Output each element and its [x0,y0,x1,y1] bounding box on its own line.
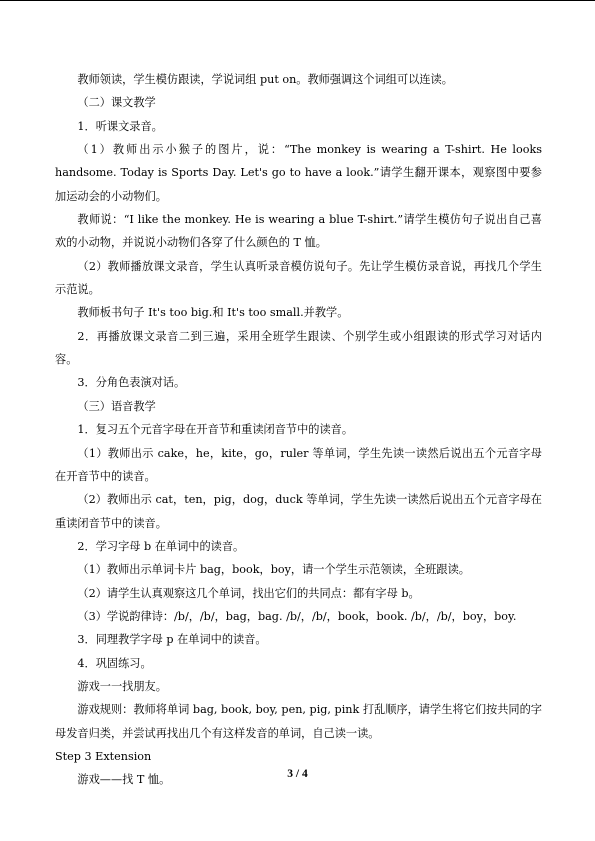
paragraph: 教师领读，学生模仿跟读，学说词组 put on。教师强调这个词组可以连读。 [77,73,453,86]
paragraph: 1．复习五个元音字母在开音节和重读闭音节中的读音。 [77,423,354,437]
paragraph: 3．同理教学字母 p 在单词中的读音。 [77,633,267,647]
document-body [55,68,542,792]
paragraph: （1）教师出示 cake，he，kite，go，ruler 等单词，学生先读一读然后说出五个元音字母在开音节中的读音。 [55,446,542,483]
step-heading: Step 3 Extension [55,749,152,763]
paragraph: （1）教师出示单词卡片 bag，book，boy，请一个学生示范领读，全班跟读。 [77,563,470,577]
paragraph: 3．分角色表演对话。 [77,376,186,390]
paragraph: （2）请学生认真观察这几个单词，找出它们的共同点：都有字母 b。 [77,586,420,600]
section-heading: （二）课文教学 [77,96,156,110]
paragraph: （2）教师播放课文录音，学生认真听录音模仿说句子。先让学生模仿录音说，再找几个学生示范说。 [55,259,542,297]
section-heading: （三）语音教学 [77,399,156,413]
paragraph: 1．听课文录音。 [77,119,163,133]
paragraph: 教师说：“I like the monkey. He is wearing a blue T-shirt.”请学生模仿句子说出自己喜欢的小动物，并说说小动物们各穿了什么颜色的 T 恤。 [55,213,542,250]
paragraph: （1）教师出示小猴子的图片，说：“The monkey is wearing a T-shirt. He looks handsome. Today is Sports Day. Let's go to have a look.”请学生翻开课本，观察图中要参加运动会的小动物们。 [55,143,542,203]
header-rule [0,0,595,1]
paragraph: 4．巩固练习。 [77,656,152,670]
paragraph: 游戏一一找朋友。 [77,679,167,693]
page-number: 3 / 4 [287,768,308,780]
paragraph: 2．再播放课文录音二到三遍，采用全班学生跟读、个别学生或小组跟读的形式学习对话内容。 [55,329,542,367]
paragraph: 游戏规则：教师将单词 bag, book, boy, pen, pig, pink 打乱顺序，请学生将它们按共同的字母发音归类，并尝试再找出几个有这样发音的单词，自己读一读。 [55,703,542,740]
paragraph: 游戏——找 T 恤。 [77,773,171,787]
paragraph: 教师板书句子 It's too big.和 It's too small.并教学。 [77,306,349,320]
paragraph: （2）教师出示 cat，ten，pig，dog，duck 等单词，学生先读一读然后说出五个元音字母在重读闭音节中的读音。 [55,493,542,530]
paragraph: （3）学说韵律诗：/b/，/b/，bag，bag. /b/，/b/，book，book. /b/，/b/，boy，boy. [77,609,517,623]
paragraph: 2．学习字母 b 在单词中的读音。 [77,539,245,553]
